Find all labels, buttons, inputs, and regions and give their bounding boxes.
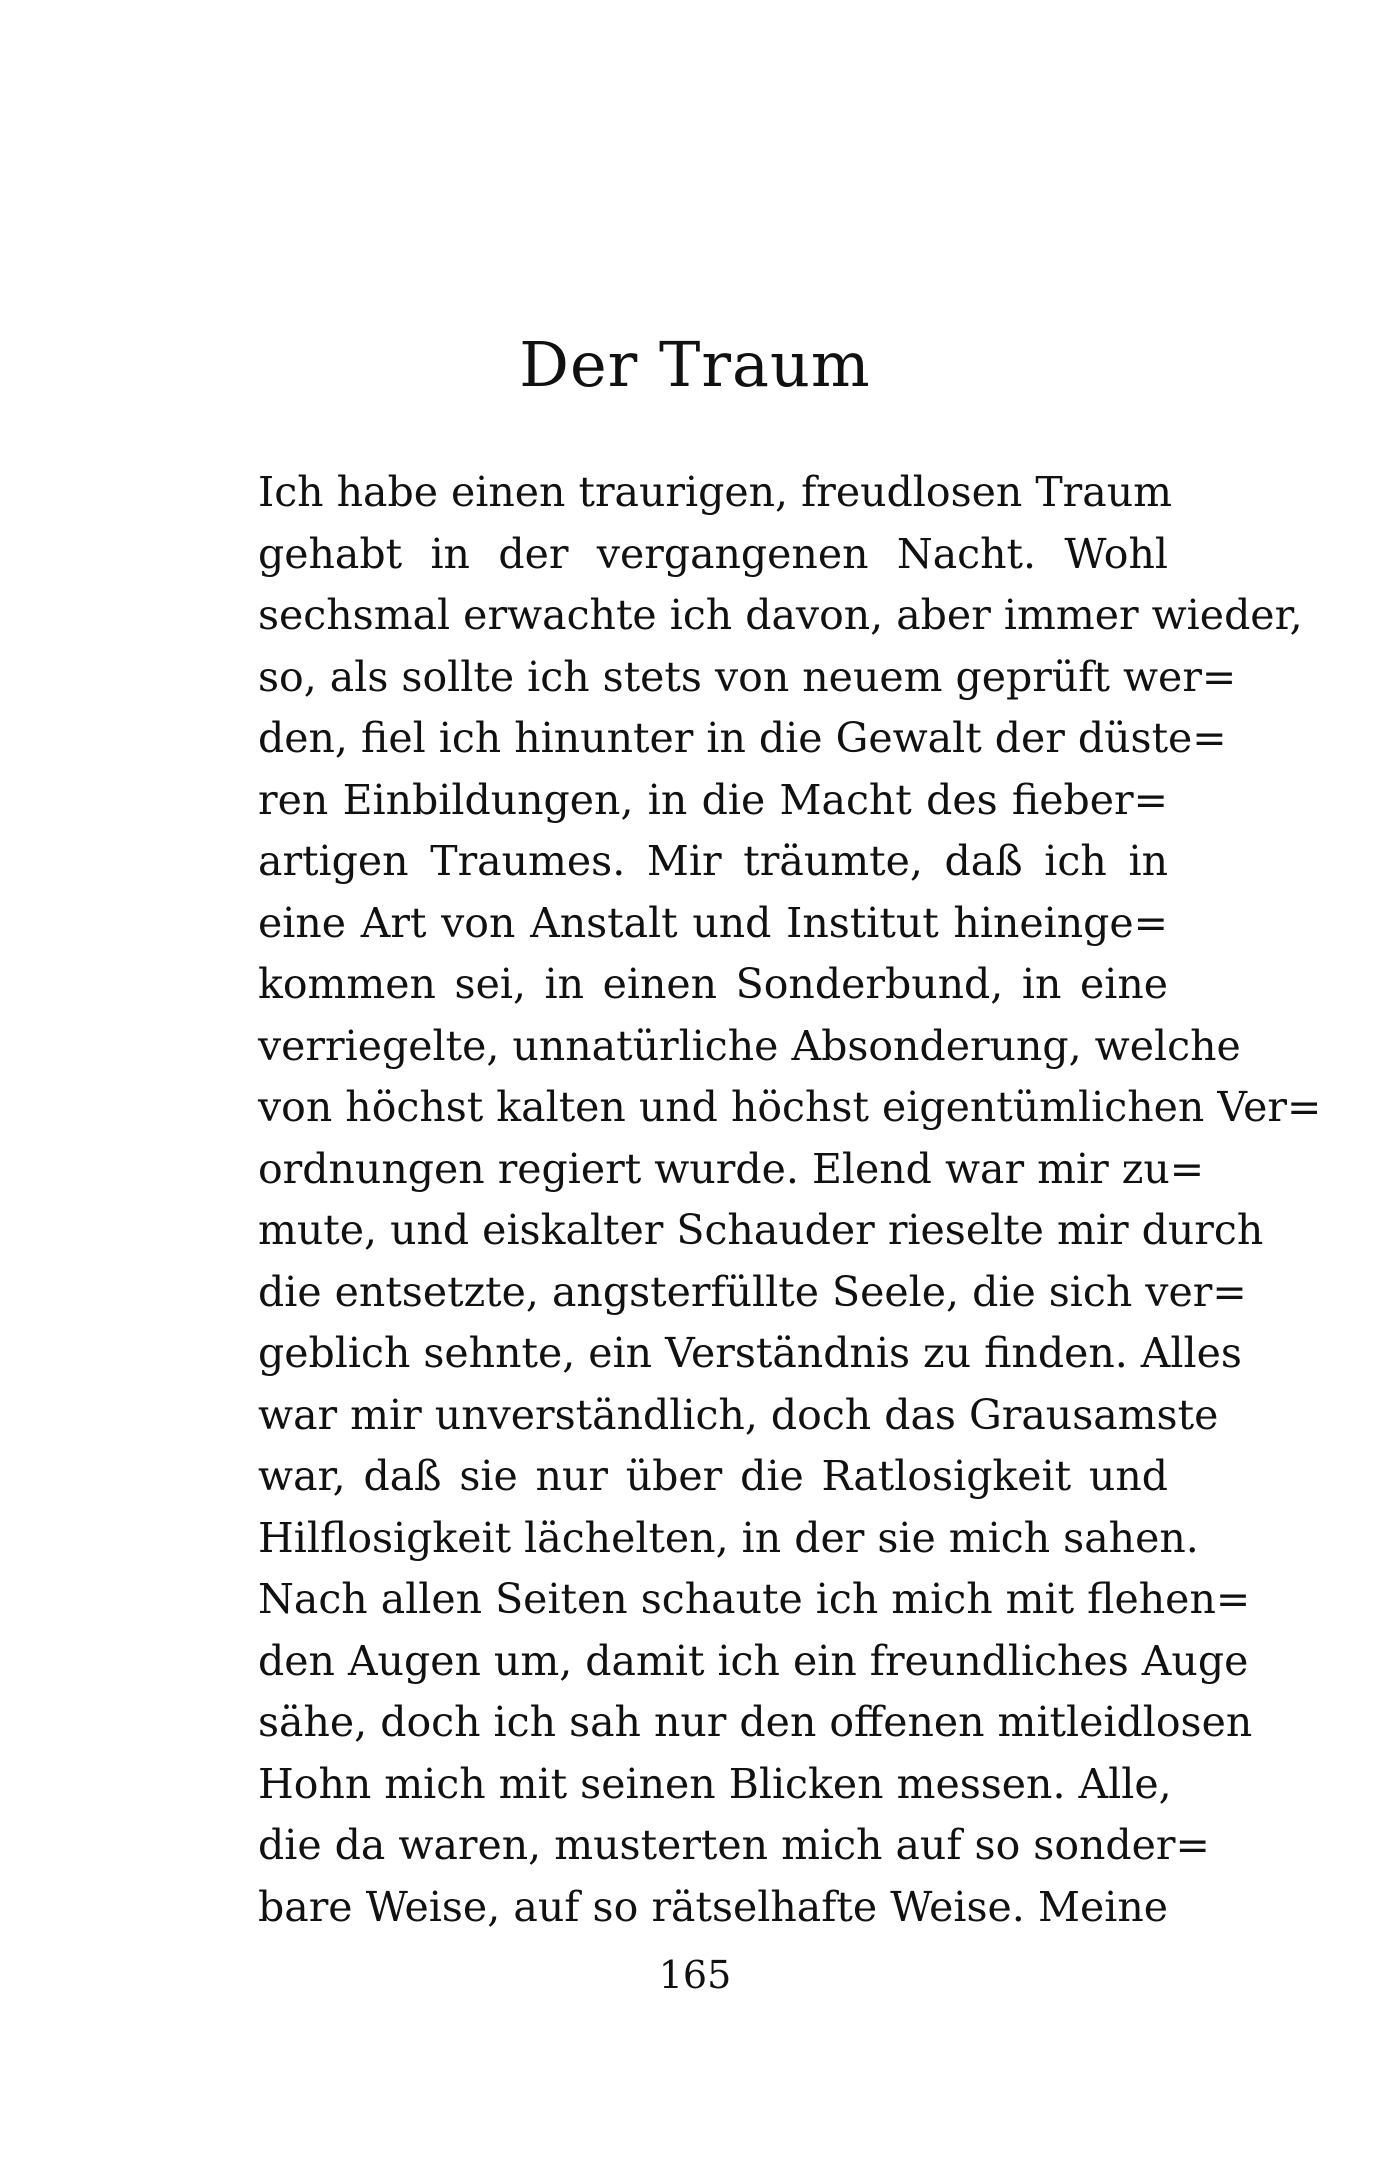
text-line: den Augen um, damit ich ein freundliches Auge [258, 1636, 1249, 1685]
text-line: von höchst kalten und höchst eigentümlichen Ver= [258, 1083, 1322, 1131]
text-line: kommen sei, in einen Sonderbund, in eine [258, 960, 1168, 1008]
text-line: ordnungen regiert wurde. Elend war mir zu= [258, 1144, 1205, 1193]
text-line: verriegelte, unnatürliche Absonderung, welche [258, 1021, 1241, 1070]
text-line: Hohn mich mit seinen Blicken messen. Alle, [258, 1759, 1172, 1808]
page-number: 165 [658, 1953, 732, 1997]
text-line: die da waren, musterten mich auf so sonder= [258, 1821, 1210, 1869]
text-line: Ich habe einen traurigen, freudlosen Traum [258, 468, 1172, 516]
text-line: Hilflosigkeit lächelten, in der sie mich sahen. [258, 1513, 1199, 1562]
text-line: den, fiel ich hinunter in die Gewalt der düste= [258, 714, 1227, 762]
text-line: artigen Traumes. Mir träumte, daß ich in [258, 837, 1168, 885]
text-line: Nach allen Seiten schaute ich mich mit flehen= [258, 1575, 1251, 1623]
text-line: sechsmal erwachte ich davon, aber immer wieder, [258, 591, 1303, 639]
text-line: sähe, doch ich sah nur den offenen mitleidlosen [258, 1698, 1253, 1746]
body-text [258, 462, 1322, 1938]
text-line: mute, und eiskalter Schauder rieselte mir durch [258, 1206, 1264, 1254]
text-line: so, als sollte ich stets von neuem geprüft wer= [258, 652, 1237, 701]
text-line: eine Art von Anstalt und Institut hineinge= [258, 898, 1168, 947]
text-line: geblich sehnte, ein Verständnis zu finden. Alles [258, 1329, 1242, 1377]
text-line: bare Weise, auf so rätselhafte Weise. Meine [258, 1882, 1168, 1931]
text-line: ren Einbildungen, in die Macht des fieber= [258, 775, 1168, 824]
text-line: war mir unverständlich, doch das Grausamste [258, 1390, 1219, 1439]
text-line: war, daß sie nur über die Ratlosigkeit und [258, 1452, 1168, 1500]
chapter-title: Der Traum [519, 328, 871, 401]
text-line: gehabt in der vergangenen Nacht. Wohl [258, 529, 1168, 578]
text-line: die entsetzte, angsterfüllte Seele, die sich ver= [258, 1267, 1247, 1316]
